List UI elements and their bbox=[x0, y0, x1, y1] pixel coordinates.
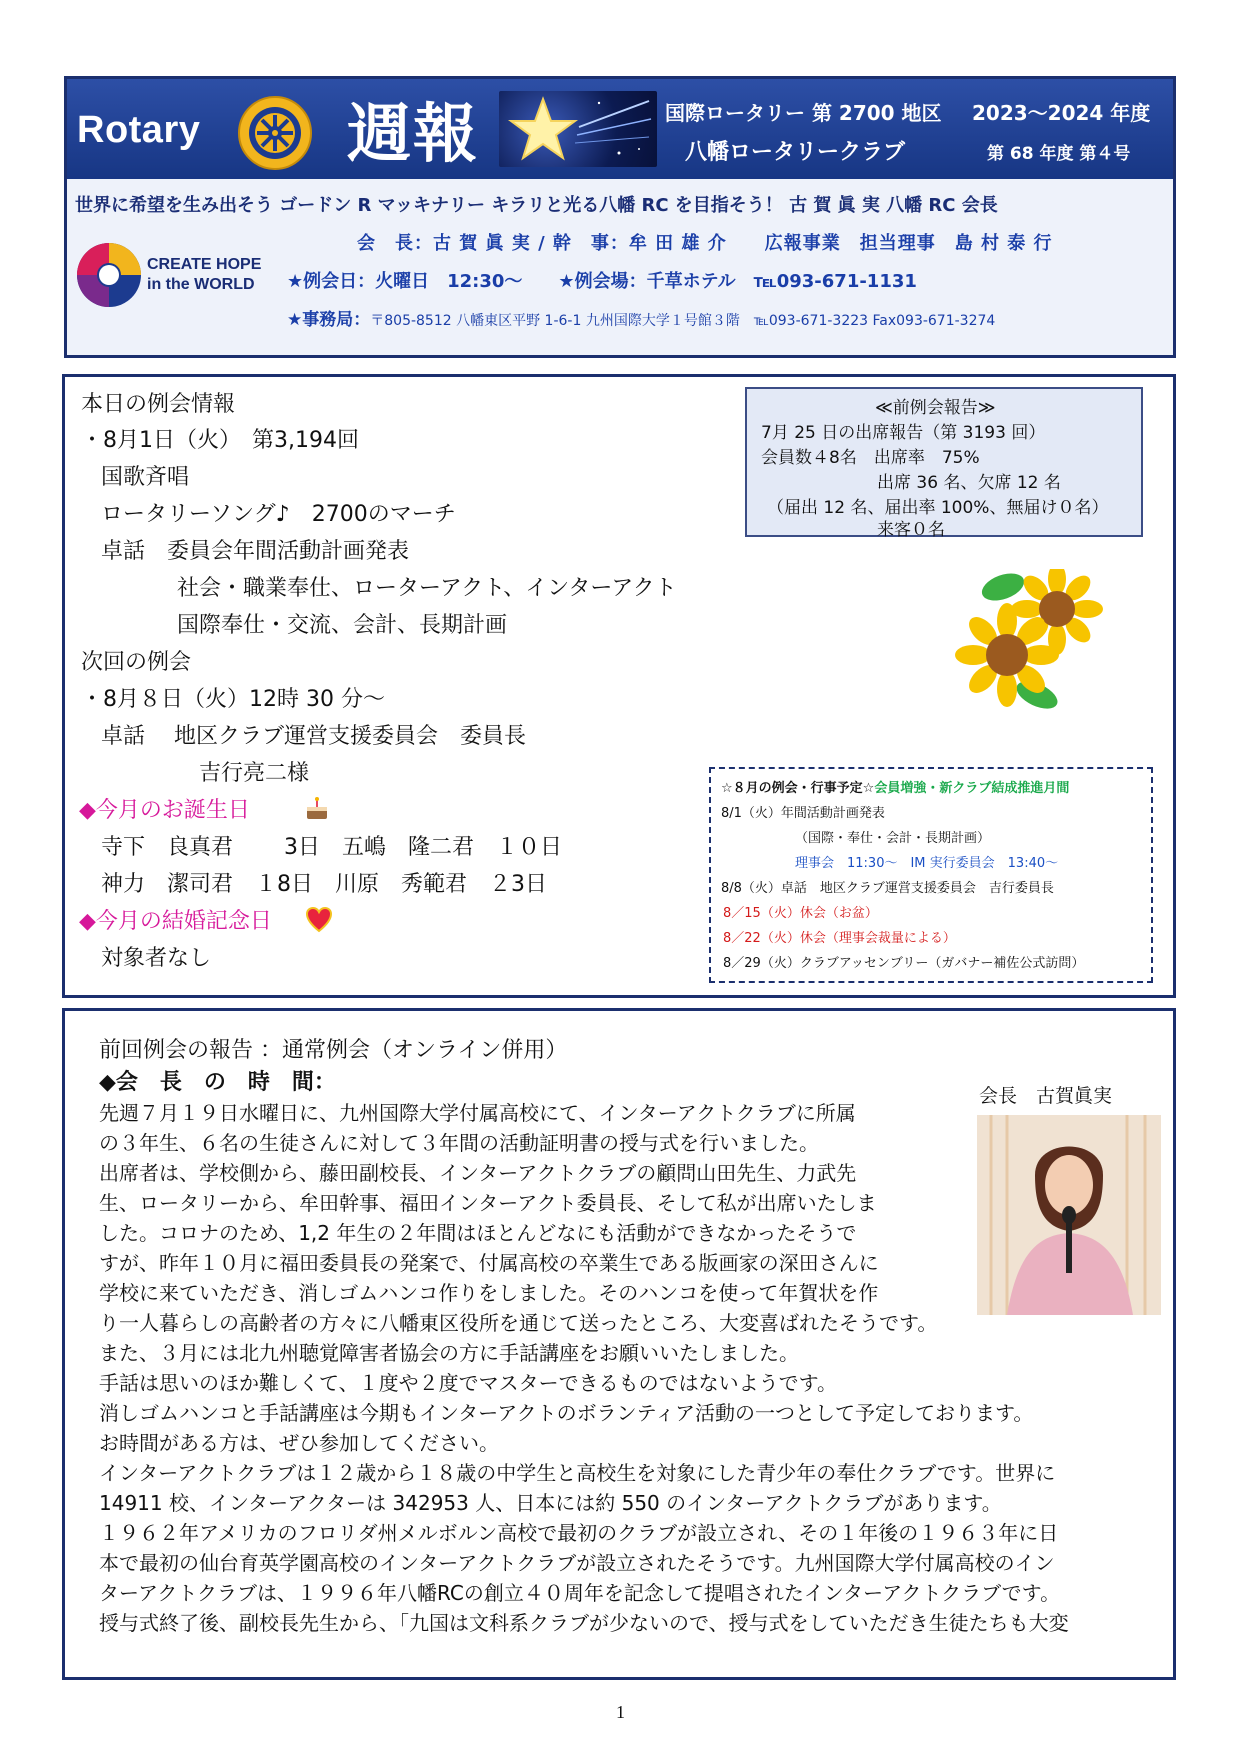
birthday-heading: ◆今月のお誕生日 bbox=[79, 798, 250, 823]
article-subheading: ◆会 長 の 時 間： bbox=[99, 1070, 336, 1095]
article-line: 本で最初の仙台育英学園高校のインターアクトクラブが設立されたそうです。九州国際大学付属高校のイン bbox=[99, 1551, 1055, 1575]
article-line: また、３月には北九州聴覚障害者協会の方に手話講座をお願いいたしました。 bbox=[99, 1341, 799, 1365]
schedule-title-text: ☆８月の例会・行事予定☆ bbox=[721, 781, 875, 796]
agenda-item: 国際奉仕・交流、会計、長期計画 bbox=[177, 613, 508, 638]
office-address: 〒805-8512 八幡東区平野 1-6-1 九州国際大学１号館３階 ℡093-671-3223 Fax093-671-3274 bbox=[370, 313, 996, 329]
previous-meeting-report bbox=[745, 387, 1143, 540]
today-meeting-section bbox=[62, 374, 1176, 998]
title-banner bbox=[67, 79, 1173, 179]
today-heading: 本日の例会情報 bbox=[81, 392, 236, 417]
year-label: 2023～2024 年度 bbox=[972, 101, 1151, 125]
next-meeting-date: ・8月８日（火）12時 30 分～ bbox=[81, 687, 385, 712]
article-heading: 前回例会の報告 ：通常例会（オンライン併用） bbox=[99, 1038, 568, 1063]
schedule-line: （国際・奉仕・会計・長期計画） bbox=[795, 831, 991, 846]
schedule-title bbox=[721, 777, 1069, 796]
birthday-row: 寺下 良真君 3日 五嶋 隆二君 １０日 bbox=[101, 835, 562, 860]
article-line: 学校に来ていただき、消しゴムハンコ作りをしました。そのハンコを使って年賀状を作 bbox=[99, 1281, 879, 1305]
page-number: 1 bbox=[616, 1702, 625, 1722]
report-line: （届出 12 名、届出率 100%、無届け０名） bbox=[767, 498, 1109, 518]
office-label: ★事務局： bbox=[287, 310, 371, 330]
article-line: 手話は思いのほか難しくて、１度や２度でマスターできるものではないようです。 bbox=[99, 1371, 837, 1395]
issue-number: 第 68 年度 第４号 bbox=[987, 144, 1131, 164]
next-meeting-speaker: 吉行亮二様 bbox=[199, 761, 310, 786]
schedule-line: 8/8（火）卓話 地区クラブ運営支援委員会 吉行委員長 bbox=[721, 881, 1054, 896]
article-line: ターアクトクラブは、１９９６年八幡RCの創立４０周年を記念して提唱されたインターアクトクラブです。 bbox=[99, 1581, 1061, 1605]
article-line: すが、昨年１０月に福田委員長の発案で、付属高校の卒業生である版画家の深田さんに bbox=[99, 1251, 879, 1275]
newsletter-header bbox=[64, 76, 1176, 358]
article-line: 消しゴムハンコと手話講座は今期もインターアクトのボランティア活動の一つとして予定しております。 bbox=[99, 1401, 1034, 1425]
report-line: 来客０名 bbox=[877, 520, 945, 540]
schedule-line: 理事会 11:30～ IM 実行委員会 13:40～ bbox=[795, 856, 1059, 871]
schedule-line: 8／15（火）休会（お盆） bbox=[723, 906, 878, 921]
meeting-info: ★例会日：火曜日 12:30～ ★例会場：千草ホテル ℡093-671-1131 bbox=[287, 271, 917, 292]
rotary-wheel-icon bbox=[235, 93, 315, 173]
august-schedule bbox=[709, 767, 1153, 983]
district-label: 国際ロータリー 第 2700 地区 bbox=[665, 101, 942, 125]
article-line: 出席者は、学校側から、藤田副校長、インターアクトクラブの顧問山田先生、力武先 bbox=[99, 1161, 857, 1185]
heart-icon bbox=[305, 907, 333, 933]
newsletter-title: 週報 bbox=[347, 98, 479, 172]
article-line: １９６２年アメリカのフロリダ州メルボルン高校で最初のクラブが設立され、その１年後の１９６３年に日 bbox=[99, 1521, 1059, 1545]
article-line: インターアクトクラブは１２歳から１８歳の中学生と高校生を対象にした青少年の奉仕クラブです。世界に bbox=[99, 1461, 1056, 1485]
cake-icon bbox=[303, 795, 331, 823]
rotary-logo bbox=[73, 87, 327, 171]
theme-line: 世界に希望を生み出そう ゴードン R マッキナリー キラリと光る八幡 RC を目指そう！ 古 賀 眞 実 八幡 RC 会長 bbox=[75, 195, 998, 216]
report-title: ≪前例会報告≫ bbox=[875, 398, 996, 418]
agenda-item: 卓話 委員会年間活動計画発表 bbox=[101, 539, 410, 564]
article-line: り一人暮らしの高齢者の方々に八幡東区役所を通じて送ったところ、大変喜ばれたそうです。 bbox=[99, 1311, 938, 1335]
article-line: 授与式終了後、副校長先生から、「九国は文科系クラブが少ないので、授与式をしていただき生徒たちも大変 bbox=[99, 1611, 1069, 1635]
anniversary-heading: ◆今月の結婚記念日 bbox=[79, 909, 272, 934]
previous-meeting-article bbox=[62, 1008, 1176, 1680]
article-line: の３年生、６名の生徒さんに対して３年間の活動証明書の授与式を行いました。 bbox=[99, 1131, 819, 1155]
create-hope-logo bbox=[75, 237, 275, 327]
birthday-row: 神力 潔司君 １8日 川原 秀範君 ２3日 bbox=[101, 872, 547, 897]
article-line: 生、ロータリーから、牟田幹事、福田インターアクト委員長、そして私が出席いたしま bbox=[99, 1191, 877, 1215]
today-date: ・8月1日（火） 第3,194回 bbox=[81, 428, 359, 453]
report-line: 7月 25 日の出席報告（第 3193 回） bbox=[761, 423, 1046, 443]
photo-caption: 会長 古賀眞実 bbox=[979, 1085, 1113, 1107]
schedule-line: 8／22（火）休会（理事会裁量による） bbox=[723, 931, 956, 946]
schedule-line: 8／29（火）クラブアッセンブリー（ガバナー補佐公式訪問） bbox=[723, 956, 1085, 971]
officers-line: 会 長：古 賀 眞 実 / 幹 事：牟 田 雄 介 広報事業 担当理事 島 村 泰 行 bbox=[357, 233, 1053, 254]
president-photo bbox=[977, 1115, 1161, 1315]
anniversary-none: 対象者なし bbox=[101, 946, 212, 971]
next-meeting-heading: 次回の例会 bbox=[81, 650, 192, 675]
shooting-star-image bbox=[499, 91, 657, 167]
office-info bbox=[287, 305, 995, 330]
report-line: 会員数４8名 出席率 75% bbox=[761, 448, 980, 468]
create-hope-icon bbox=[75, 241, 143, 309]
agenda-item: 国歌斉唱 bbox=[101, 465, 190, 490]
article-line: した。コロナのため、1,2 年生の２年間はほとんどなにも活動ができなかったそうで bbox=[99, 1221, 857, 1245]
next-meeting-talk: 卓話 地区クラブ運営支援委員会 委員長 bbox=[101, 724, 526, 749]
agenda-item: ロータリーソング♪ 2700のマーチ bbox=[101, 502, 456, 527]
schedule-theme: 会員増強・新クラブ結成推進月間 bbox=[874, 781, 1070, 796]
article-line: 14911 校、インターアクターは 342953 人、日本には約 550 のインターアクトクラブがあります。 bbox=[99, 1491, 1002, 1515]
rotary-wordmark: Rotary bbox=[77, 109, 201, 151]
article-line: 先週７月１９日水曜日に、九州国際大学付属高校にて、インターアクトクラブに所属 bbox=[99, 1101, 856, 1125]
sunflower-illustration bbox=[945, 569, 1165, 719]
agenda-item: 社会・職業奉仕、ローターアクト、インターアクト bbox=[177, 576, 677, 601]
schedule-line: 8/1（火）年間活動計画発表 bbox=[721, 806, 885, 821]
report-line: 出席 36 名、欠席 12 名 bbox=[877, 473, 1061, 493]
create-hope-line2: in the WORLD bbox=[147, 276, 255, 293]
club-name: 八幡ロータリークラブ bbox=[685, 140, 906, 165]
article-line: お時間がある方は、ぜひ参加してください。 bbox=[99, 1431, 499, 1455]
create-hope-line1: CREATE HOPE bbox=[147, 256, 262, 273]
